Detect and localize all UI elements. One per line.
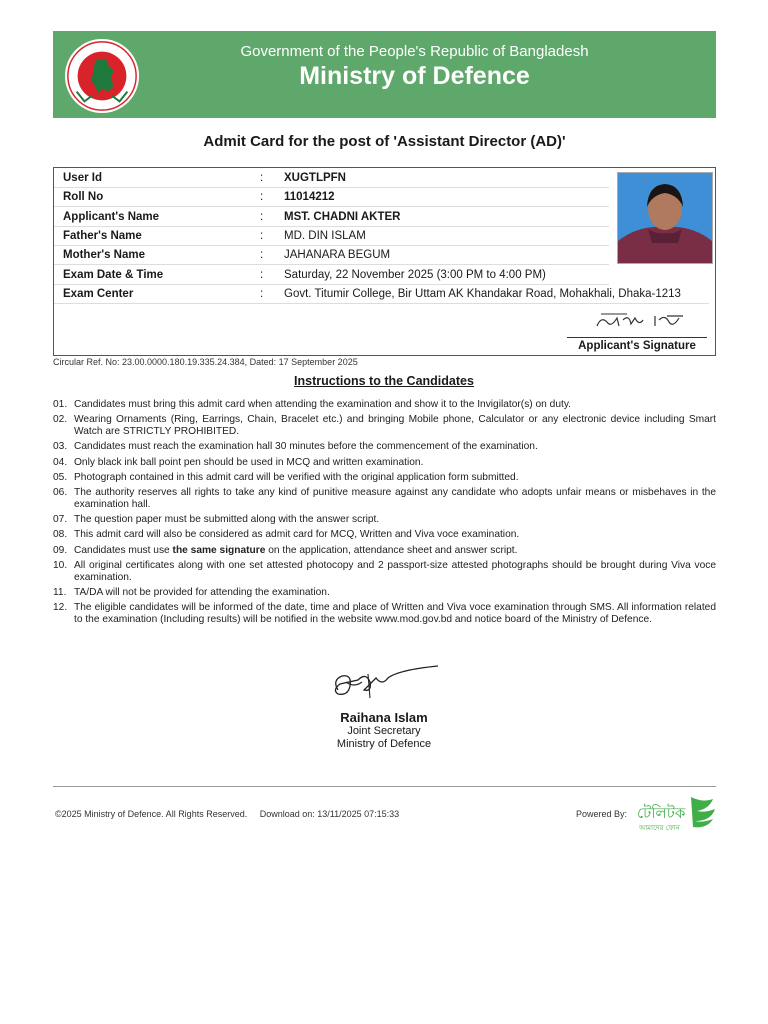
applicant-signature-icon: [567, 308, 707, 334]
circular-reference: Circular Ref. No: 23.00.0000.180.19.335.24.384, Dated: 17 September 2025: [53, 357, 358, 367]
instruction-text: TA/DA will not be provided for attending the examination.: [74, 587, 330, 599]
info-label: Roll No: [63, 191, 104, 204]
footer-text: [55, 809, 409, 819]
info-value: JAHANARA BEGUM: [284, 249, 391, 262]
instruction-text-after: on the application, attendance sheet and answer script.: [265, 544, 518, 556]
instruction-text: Candidates must reach the examination hall 30 minutes before the commencement of the examination.: [74, 441, 538, 453]
instruction-number: 03.: [53, 441, 68, 453]
instruction-item: [53, 545, 716, 557]
applicant-signature-box: [567, 308, 707, 352]
info-row-exam-center: [54, 284, 709, 304]
instruction-number: 02.: [53, 414, 68, 426]
applicant-photo: [617, 172, 713, 264]
applicant-portrait-icon: [618, 173, 712, 263]
footer-download-time: Download on: 13/11/2025 07:15:33: [259, 809, 400, 819]
info-row-father-name: [54, 226, 609, 246]
info-row-applicant-name: [54, 207, 609, 227]
instruction-text: The eligible candidates will be informed of the date, time and place of Written and Viva voce examination through SMS. All information related to the examination (Including results) will be notified in the website www.mod.gov.bd and notice board of the Ministry of Defence.: [74, 602, 716, 626]
info-colon: :: [260, 268, 264, 281]
info-colon: :: [260, 172, 264, 184]
teletalk-logo-subtext: আমাদের ফোন: [639, 824, 680, 832]
info-colon: :: [260, 229, 264, 242]
info-label: Mother's Name: [63, 249, 145, 262]
footer-copyright: ©2025 Ministry of Defence. All Rights Reserved.: [55, 809, 248, 819]
instruction-item: [53, 529, 716, 541]
instruction-number: 07.: [53, 514, 68, 526]
teletalk-logo-text: টেলিটক: [637, 804, 686, 822]
instruction-number: 06.: [53, 487, 68, 499]
info-label: Father's Name: [63, 229, 142, 242]
instruction-text: Only black ink ball point pen should be used in MCQ and written examination.: [74, 456, 424, 468]
instruction-number: 08.: [53, 529, 68, 541]
instruction-item: [53, 560, 716, 583]
info-row-roll-no: [54, 187, 609, 207]
header-subtitle: Government of the People's Republic of Bangladesh: [240, 43, 589, 60]
info-colon: :: [260, 287, 264, 300]
info-row-exam-date: [54, 265, 609, 285]
page-header: [53, 31, 716, 118]
instruction-number: 04.: [53, 456, 68, 468]
info-value: MD. DIN ISLAM: [284, 229, 366, 242]
instruction-item: [53, 472, 716, 484]
instructions-title: Instructions to the Candidates: [294, 374, 474, 388]
instruction-text: All original certificates along with one set attested photocopy and 2 passport-size attested photographs should be brought during Viva voce examination.: [74, 560, 716, 583]
instruction-text: This admit card will also be considered as admit card for MCQ, Written and Viva voce examination.: [74, 529, 520, 541]
header-title: Ministry of Defence: [299, 62, 530, 90]
instruction-number: 11.: [53, 587, 67, 599]
instruction-text-before: Candidates must use: [74, 544, 173, 556]
officer-signature-icon: [328, 660, 440, 706]
applicant-info-box: [53, 167, 716, 356]
officer-designation: Joint Secretary: [347, 725, 421, 737]
instruction-number: 09.: [53, 544, 68, 556]
info-colon: :: [260, 210, 264, 223]
instruction-item: [53, 487, 716, 510]
footer-divider: [53, 786, 716, 787]
instruction-item: [53, 587, 716, 599]
instruction-number: 12.: [53, 602, 68, 614]
instruction-text: The question paper must be submitted along with the answer script.: [74, 514, 380, 526]
info-row-mother-name: [54, 245, 609, 265]
info-label: User Id: [63, 172, 102, 184]
info-value: MST. CHADNI AKTER: [284, 210, 401, 223]
powered-by-label: Powered By:: [576, 809, 628, 819]
info-label: Exam Date & Time: [63, 268, 164, 281]
officer-office: Ministry of Defence: [336, 738, 432, 750]
info-colon: :: [260, 249, 264, 262]
info-row-user-id: [54, 168, 609, 188]
instruction-text-bold: the same signature: [172, 544, 266, 556]
instruction-number: 05.: [53, 471, 68, 483]
info-value: 11014212: [284, 191, 335, 204]
info-colon: :: [260, 191, 264, 204]
instruction-item: [53, 441, 716, 453]
teletalk-logo-icon: [635, 795, 717, 833]
instruction-item: [53, 399, 716, 411]
officer-block: [284, 660, 484, 751]
instructions-list: [53, 399, 716, 629]
instruction-item: [53, 457, 716, 469]
instruction-text: Wearing Ornaments (Ring, Earrings, Chain, Bracelet etc.) and bringing Mobile phone, Calculator or any electronic device including Smart Watch are STRICTLY PROHIBITED.: [74, 414, 716, 437]
info-label: Applicant's Name: [63, 210, 160, 223]
info-value: Saturday, 22 November 2025 (3:00 PM to 4:00 PM): [284, 268, 546, 281]
instruction-text: Photograph contained in this admit card will be verified with the original application form submitted.: [74, 471, 519, 483]
instruction-number: 10.: [53, 560, 68, 572]
instruction-item: [53, 514, 716, 526]
instruction-number: 01.: [53, 399, 68, 410]
instruction-item: [53, 414, 716, 437]
info-value: Govt. Titumir College, Bir Uttam AK Khandakar Road, Mohakhali, Dhaka-1213: [284, 287, 681, 300]
info-value: XUGTLPFN: [284, 172, 346, 184]
instruction-item: [53, 602, 716, 625]
info-label: Exam Center: [63, 287, 134, 300]
applicant-signature-label: Applicant's Signature: [567, 337, 707, 352]
instruction-text: Candidates must bring this admit card when attending the examination and show it to the Invigilator(s) on duty.: [74, 399, 572, 410]
admit-card-title: Admit Card for the post of 'Assistant Director (AD)': [203, 133, 566, 150]
officer-name: Raihana Islam: [340, 710, 428, 725]
instruction-text: The authority reserves all rights to take any kind of punitive measure against any candidate who adopts unfair means or misbehaves in the examination hall.: [74, 487, 716, 510]
